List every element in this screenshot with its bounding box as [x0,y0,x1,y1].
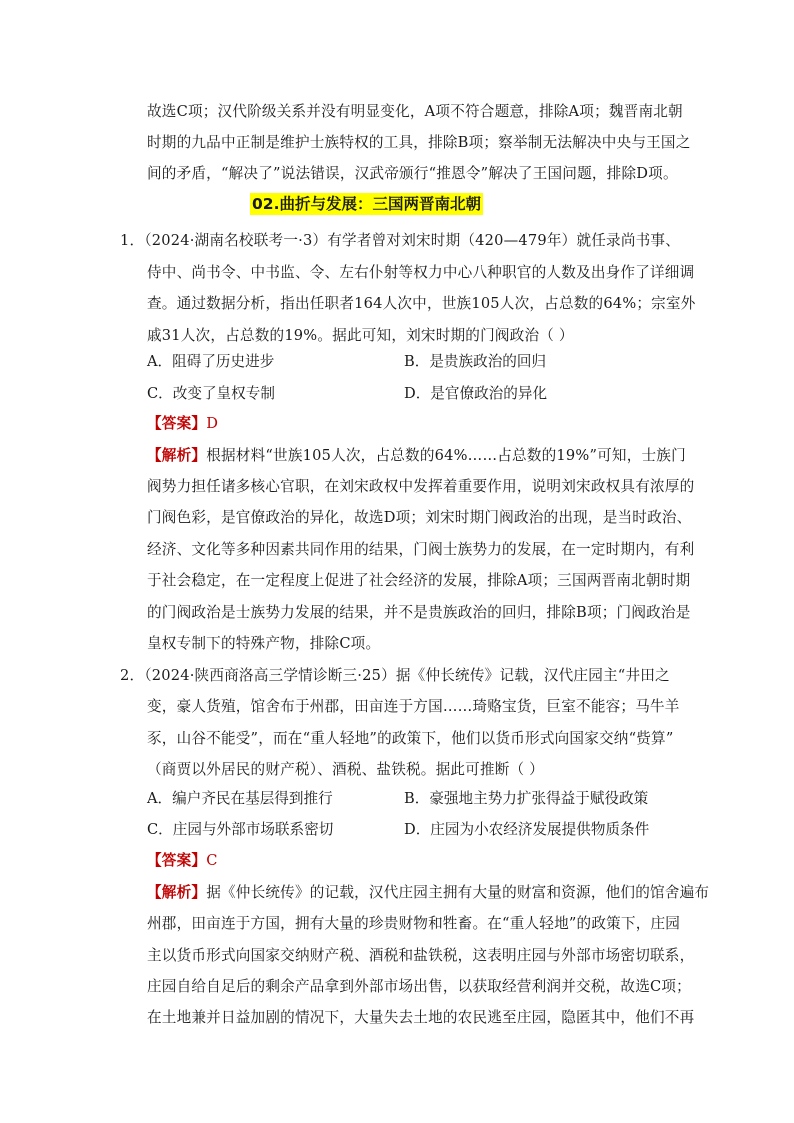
q2-analysis-line-5: 在土地兼并日益加剧的情况下，大量失去土地的农民逃至庄园，隐匿其中，他们不再 [147,1009,695,1026]
q1-analysis-line-7: 皇权专制下的特殊产物，排除C项。 [147,635,381,652]
q2-analysis-text-1: 据《仲长统传》的记载，汉代庄园主拥有大量的财富和资源，他们的馆舍遍布 [206,884,710,901]
q1-analysis-line-2: 阀势力担任诸多核心官职，在刘宋政权中发挥着重要作用，说明刘宋政权具有浓厚的 [147,478,695,495]
q1-answer-value: D [206,415,219,432]
q2-analysis-line-4: 庄园自给自足后的剩余产品拿到外部市场出售，以获取经营利润并交税，故选C项； [147,978,691,995]
q2-option-b: B．豪强地主势力扩张得益于赋役政策 [404,790,649,807]
q2-stem-line-3: 豕，山谷不能受”，而在“重人轻地”的政策下，他们以货币形式向国家交纳“赀算” [147,730,674,747]
q1-analysis-line-6: 的门阀政治是士族势力发展的结果，并不是贵族政治的回归，排除B项；门阀政治是 [147,604,691,621]
q1-answer-tag: 【答案】 [147,415,207,432]
intro-text-2: 时期的九品中正制是维护士族特权的工具，排除B项；察举制无法解决中央与王国之 [147,134,691,151]
q2-stem-line-2: 变，豪人货殖，馆舍布于州郡，田亩连于方国……琦赂宝货，巨室不能容；马牛羊 [147,698,680,715]
q1-analysis-text-1: 根据材料“世族105人次，占总数的64%……占总数的19%”可知，士族门 [206,447,686,464]
q1-stem-line-4: 戚31人次，占总数的19%。据此可知，刘宋时期的门阀政治（ ） [147,327,574,344]
q1-stem-line-1: 1．（2024·湖南名校联考一·3）有学者曾对刘宋时期（420—479年）就任录尚书事、 [120,232,681,249]
q1-option-d: D．是官僚政治的异化 [404,385,548,402]
q1-answer [147,414,218,434]
q1-option-b: B．是贵族政治的回归 [404,353,547,370]
intro-text-1: 故选C项；汉代阶级关系并没有明显变化，A项不符合题意，排除A项；魏晋南北朝 [147,103,683,120]
q1-option-c: C．改变了皇权专制 [147,385,275,402]
q2-option-a: A．编户齐民在基层得到推行 [147,790,333,807]
q2-analysis-line-3: 主以货币形式向国家交纳财产税、酒税和盐铁税，这表明庄园与外部市场密切联系， [147,947,695,964]
q2-option-d: D．庄园为小农经济发展提供物质条件 [404,821,650,838]
q2-answer [147,851,218,871]
section-title: 02.曲折与发展：三国两晋南北朝 [252,195,481,213]
q2-answer-tag: 【答案】 [147,852,207,869]
q1-stem-line-3: 查。通过数据分析，指出任职者164人次中，世族105人次，占总数的64%；宗室外 [147,295,696,312]
intro-text-3: 间的矛盾，“解决了”说法错误，汉武帝颁行“推恩令”解决了王国问题，排除D项。 [147,165,678,182]
q2-answer-value: C [206,852,218,869]
q2-stem-line-1: 2．（2024·陕西商洛高三学情诊断三·25）据《仲长统传》记载，汉代庄园主“井田之 [120,667,670,684]
q1-analysis-line-3: 门阀色彩，是官僚政治的异化，故选D项；刘宋时期门阀政治的出现，是当时政治、 [147,509,692,526]
q2-analysis-tag: 【解析】 [147,884,207,901]
q2-option-c: C．庄园与外部市场联系密切 [147,821,334,838]
intro-line-3 [147,164,678,184]
q1-option-a: A．阻碍了历史进步 [147,353,275,370]
q2-analysis-line-1 [147,883,709,903]
q1-analysis-line-1 [147,446,686,466]
q1-analysis-tag: 【解析】 [147,447,207,464]
intro-line-2 [147,133,691,153]
intro-line-1 [147,102,683,122]
q1-stem-line-2: 侍中、尚书令、中书监、令、左右仆射等权力中心八种职官的人数及出身作了详细调 [147,264,695,281]
q1-analysis-line-4: 经济、文化等多种因素共同作用的结果，门阀士族势力的发展，在一定时期内，有利 [147,541,695,558]
q1-analysis-line-5: 于社会稳定，在一定程度上促进了社会经济的发展，排除A项；三国两晋南北朝时期 [147,572,691,589]
q2-analysis-line-2: 州郡，田亩连于方国，拥有大量的珍贵财物和牲畜。在“重人轻地”的政策下，庄园 [147,915,681,932]
q2-stem-line-4: （商贾以外居民的财产税）、酒税、盐铁税。据此可推断（ ） [147,761,544,778]
